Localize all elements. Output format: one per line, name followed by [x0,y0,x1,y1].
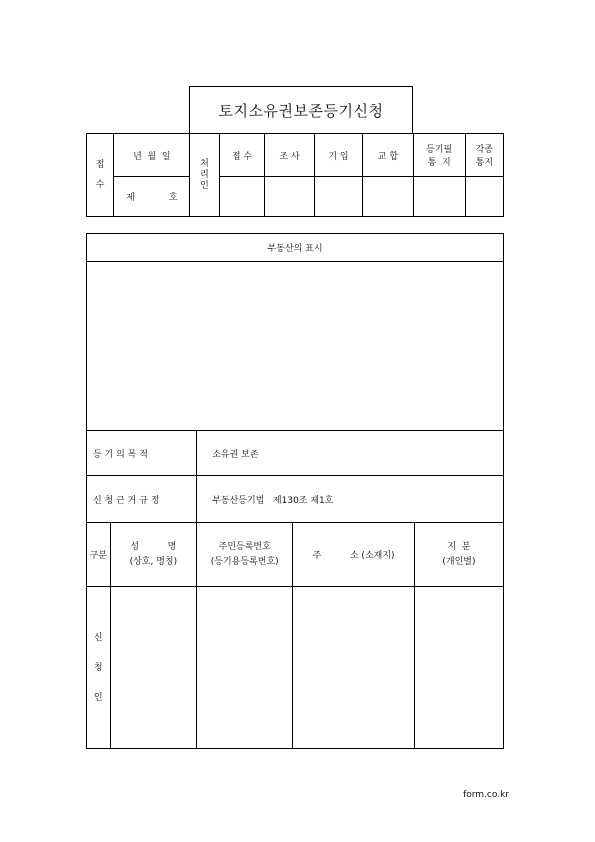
col-name-label: 성 명 (상호, 명칭) [129,541,178,567]
col-kind-label: 구분 [89,551,107,561]
col-entry-label: 기 입 [328,151,349,162]
page-title: 토지소유권보존등기신청 [218,102,384,120]
col-review-label: 조 사 [279,151,300,162]
processing-label: 처 리 인 [200,158,209,191]
other-notice-stamp-cell[interactable] [465,177,503,217]
date-cell [114,134,190,177]
col-other-notice [465,134,503,177]
review-stamp-cell[interactable] [265,177,314,217]
applicant-address-field[interactable] [293,587,415,749]
col-address-cell [293,523,415,587]
purpose-value: 소유권 보존 [212,449,259,460]
number-cell [114,177,190,217]
reception-label-cell [87,134,114,217]
purpose-label: 등 기 의 목 적 [93,449,148,460]
applicant-row-label-cell [87,587,111,749]
property-header: 부동산의 표시 [267,244,323,254]
property-header-cell [87,234,504,262]
reception-label: 접 수 [95,160,105,190]
col-review [265,134,314,177]
applicant-id-field[interactable] [197,587,293,749]
reception-stamp-cell[interactable] [219,177,265,217]
col-address-label: 주 소 (소재지) [312,551,395,561]
completion-notice-stamp-cell[interactable] [413,177,465,217]
col-completion-notice-label: 등기필 통 지 [426,145,453,168]
col-kind-cell [87,523,111,587]
col-name-cell [110,523,197,587]
col-id-cell [197,523,293,587]
collation-stamp-cell[interactable] [363,177,413,217]
applicant-name-field[interactable] [110,587,197,749]
col-id-label: 주민등록번호 (등기용등록번호) [210,541,279,567]
title-box [189,86,413,134]
col-reception [219,134,265,177]
applicant-share-field[interactable] [414,587,503,749]
reception-table [86,133,504,217]
basis-value: 부동산등기법 제130조 제1호 [212,495,334,506]
col-completion-notice [413,134,465,177]
applicant-row-label: 신 청 인 [93,632,103,703]
purpose-label-cell [87,431,197,476]
basis-label-cell [87,476,197,523]
date-label: 년 월 일 [133,151,171,162]
main-table [86,233,504,749]
basis-label: 신 청 근 거 규 정 [93,495,160,506]
processing-label-cell [190,134,219,217]
col-other-notice-label: 각종 통지 [475,145,494,168]
col-collation [363,134,413,177]
col-entry [314,134,363,177]
col-share-label: 지 분 (개인별) [442,541,476,567]
col-share-cell [414,523,503,587]
property-description-area[interactable] [87,262,504,431]
basis-value-cell[interactable] [197,476,504,523]
entry-stamp-cell[interactable] [314,177,363,217]
footer-source: form.co.kr [463,790,509,800]
col-collation-label: 교 합 [377,151,399,162]
col-reception-label: 접 수 [231,151,253,162]
purpose-value-cell[interactable] [197,431,504,476]
number-label: 제 호 [126,193,178,203]
